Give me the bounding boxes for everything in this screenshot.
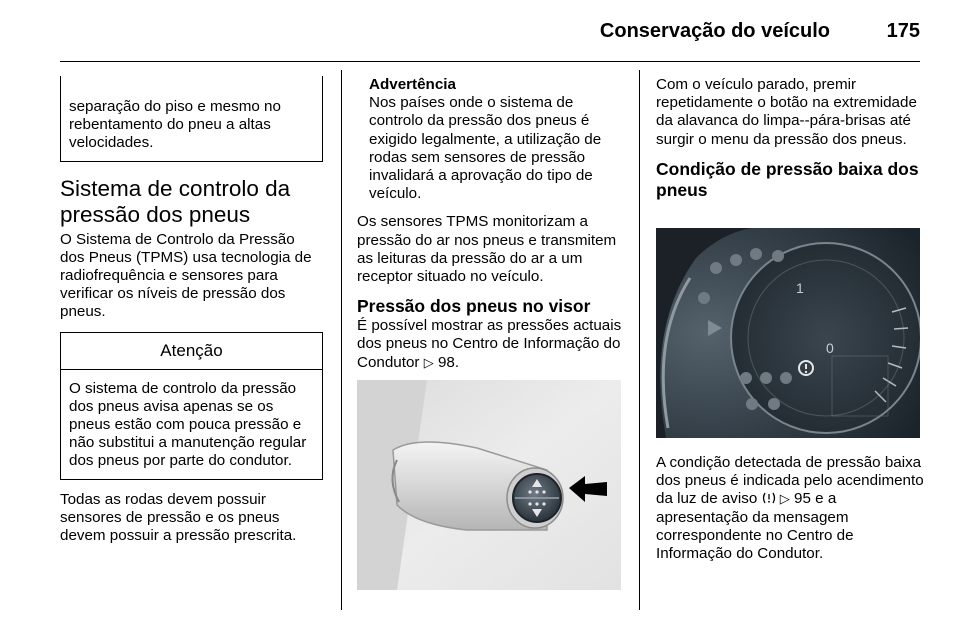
display-text: É possível mostrar as pressões actuais dos pneus no Centro de Informação do Condutor (357, 317, 622, 371)
page-number: 175 (886, 20, 920, 42)
section-title: Sistema de controlo da pressão dos pneus (60, 175, 291, 227)
low-pressure-paragraph (656, 454, 924, 563)
gauge-zero-label: 0 (826, 340, 834, 356)
column-right (656, 62, 924, 563)
warning-title: Advertência (369, 76, 456, 93)
intro-paragraph: O Sistema de Controlo da Pressão dos Pneus (TPMS) usa tecnologia de radiofrequência e sensores para verificar os níveis de pressão dos pneus. (60, 230, 312, 321)
low-pressure-text-1: A condição detectada de pressão baixa dos pneus é indicada pelo acendimento da luz de aviso (656, 454, 924, 508)
tpms-warning-icon (762, 491, 776, 505)
continued-box (60, 76, 323, 162)
caution-box (60, 332, 323, 480)
column-left (60, 62, 323, 545)
closing-paragraph: Todas as rodas devem possuir sensores de pressão e os pneus devem possuir a pressão prescrita. (60, 490, 297, 545)
page-header (60, 0, 920, 62)
low-pressure-text-2: e a apresentação da mensagem correspondente no Centro de Informação do Condutor. (656, 490, 854, 563)
instrument-cluster-illustration (656, 228, 920, 438)
caution-body: O sistema de controlo da pressão dos pneus avisa apenas se os pneus estão com pouca pressão e não substitui a manutenção regular dos pneus por parte do condutor. (69, 379, 307, 470)
column-divider (639, 70, 640, 610)
wiper-lever-photo (357, 380, 621, 590)
column-middle (357, 62, 625, 372)
page-ref-arrow-icon: ▷ (423, 354, 434, 370)
gauge-tick-label: 1 (796, 280, 804, 296)
caution-heading: Atenção (61, 333, 322, 370)
instrument-cluster-photo (656, 228, 920, 438)
column-divider (341, 70, 342, 610)
instruction-paragraph: Com o veículo parado, premir repetidamente o botão na extremidade da alavanca do limpa--pára-brisas até surgir o menu da pressão dos pneus. (656, 76, 917, 148)
warning-block (357, 76, 625, 203)
page-ref-arrow-icon: ▷ (779, 491, 790, 507)
low-pressure-title: Condição de pressão baixa dos pneus (656, 158, 919, 200)
continued-box-text: separação do piso e mesmo no rebentamento do pneu a altas velocidades. (69, 98, 281, 152)
display-ref: 98. (437, 353, 460, 371)
display-title: Pressão dos pneus no visor (357, 296, 591, 317)
low-pressure-ref: 95 (794, 490, 811, 508)
display-paragraph (357, 317, 625, 372)
header-title: Conservação do veículo (599, 20, 830, 42)
sensors-paragraph: Os sensores TPMS monitorizam a pressão do ar nos pneus e transmitem as leituras da pressão do ar a um receptor situado no veículo. (357, 213, 617, 286)
warning-body: Nos países onde o sistema de controlo da pressão dos pneus é exigido legalmente, a utilização de rodas sem sensores de pressão invalidará a aprovação do tipo de veículo. (369, 94, 602, 203)
wiper-lever-illustration (357, 380, 621, 590)
